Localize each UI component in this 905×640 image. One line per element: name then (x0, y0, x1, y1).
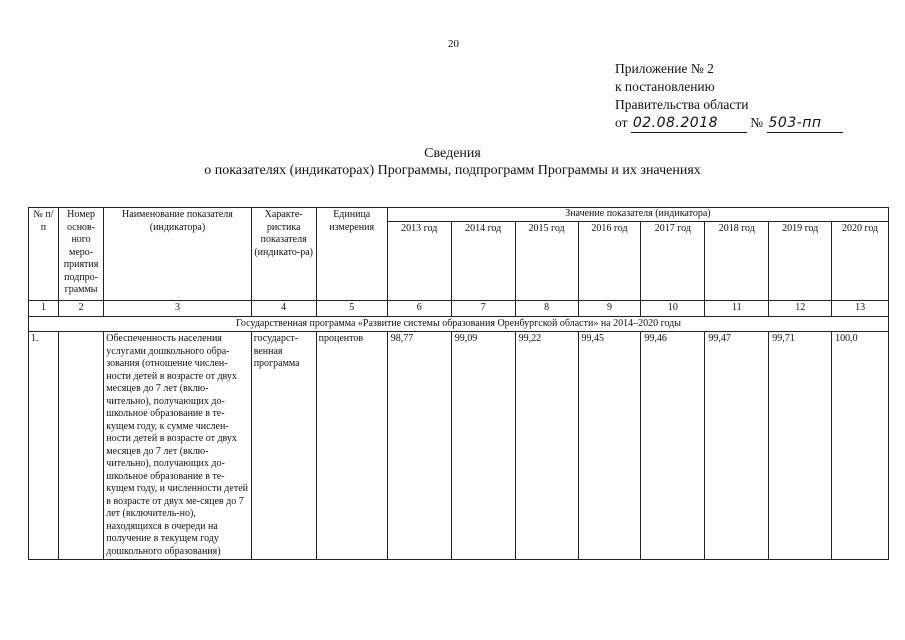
date-prefix: от (615, 115, 628, 130)
header-year: 2017 год (641, 221, 705, 301)
column-number-row (29, 301, 889, 317)
header-year: 2018 год (705, 221, 769, 301)
header-year: 2016 год (578, 221, 641, 301)
row-value: 99,46 (641, 332, 705, 560)
row-indicator-name: Обеспеченность населения услугами дошкольного обра-зования (отношение числен-ности детей в возрасте от двух месяцев до 7 лет (вклю-чительно), получающих до-школьное образование в те-кущем году, к сумме числен-ности детей в возрасте от двух месяцев до 7 лет (вклю-чительно), получающих до-школьное образование в те-кущем году, и численности детей в возрасте от двух ме-сяцев до 7 лет (включитель-но), находящихся в очереди на получение в текущем году дошкольного образования) (104, 332, 251, 560)
column-number: 13 (832, 301, 889, 317)
header-characteristic: Характе-ристика показателя (индикато-ра) (251, 208, 316, 301)
header-num: № п/п (29, 208, 59, 301)
handwritten-number: 503-пп (767, 114, 843, 133)
handwritten-date: 02.08.2018 (631, 114, 747, 133)
program-title: Государственная программа «Развитие системы образования Оренбургской области» на 2014–2020 годы (29, 316, 889, 332)
appendix-date-line (615, 114, 843, 133)
table-row (29, 332, 889, 560)
page-number: 20 (448, 38, 459, 50)
header-year: 2014 год (451, 221, 515, 301)
column-number: 9 (578, 301, 641, 317)
header-value-group: Значение показателя (индикатора) (387, 208, 888, 222)
row-value: 99,09 (451, 332, 515, 560)
column-number: 2 (58, 301, 103, 317)
column-number: 4 (251, 301, 316, 317)
header-year: 2015 год (515, 221, 578, 301)
program-row (29, 316, 889, 332)
header-year: 2013 год (387, 221, 451, 301)
appendix-line: Правительства области (615, 97, 749, 112)
document-title: Сведения (424, 146, 481, 161)
indicators-table (28, 207, 889, 560)
row-value: 99,22 (515, 332, 578, 560)
number-prefix: № (750, 115, 764, 130)
row-value: 99,47 (705, 332, 769, 560)
appendix-block (615, 60, 843, 133)
row-num: 1. (29, 332, 59, 560)
row-value: 99,71 (769, 332, 832, 560)
header-year: 2020 год (832, 221, 889, 301)
column-number: 5 (316, 301, 387, 317)
document-subtitle: о показателях (индикаторах) Программы, подпрограмм Программы и их значениях (204, 163, 701, 178)
column-number: 7 (451, 301, 515, 317)
header-measure-number: Номер основ-ного меро-приятия подпро-граммы (58, 208, 103, 301)
header-unit: Единица измерения (316, 208, 387, 301)
column-number: 8 (515, 301, 578, 317)
column-number: 3 (104, 301, 251, 317)
column-number: 11 (705, 301, 769, 317)
column-number: 1 (29, 301, 59, 317)
header-year: 2019 год (769, 221, 832, 301)
header-indicator-name: Наименование показателя (индикатора) (104, 208, 251, 301)
row-measure-number (58, 332, 103, 560)
row-value: 100,0 (832, 332, 889, 560)
appendix-line: Приложение № 2 (615, 61, 714, 76)
appendix-line: к постановлению (615, 79, 715, 94)
row-unit: процентов (316, 332, 387, 560)
column-number: 6 (387, 301, 451, 317)
row-characteristic: государст-венная программа (251, 332, 316, 560)
column-number: 10 (641, 301, 705, 317)
column-number: 12 (769, 301, 832, 317)
row-value: 98,77 (387, 332, 451, 560)
row-value: 99,45 (578, 332, 641, 560)
